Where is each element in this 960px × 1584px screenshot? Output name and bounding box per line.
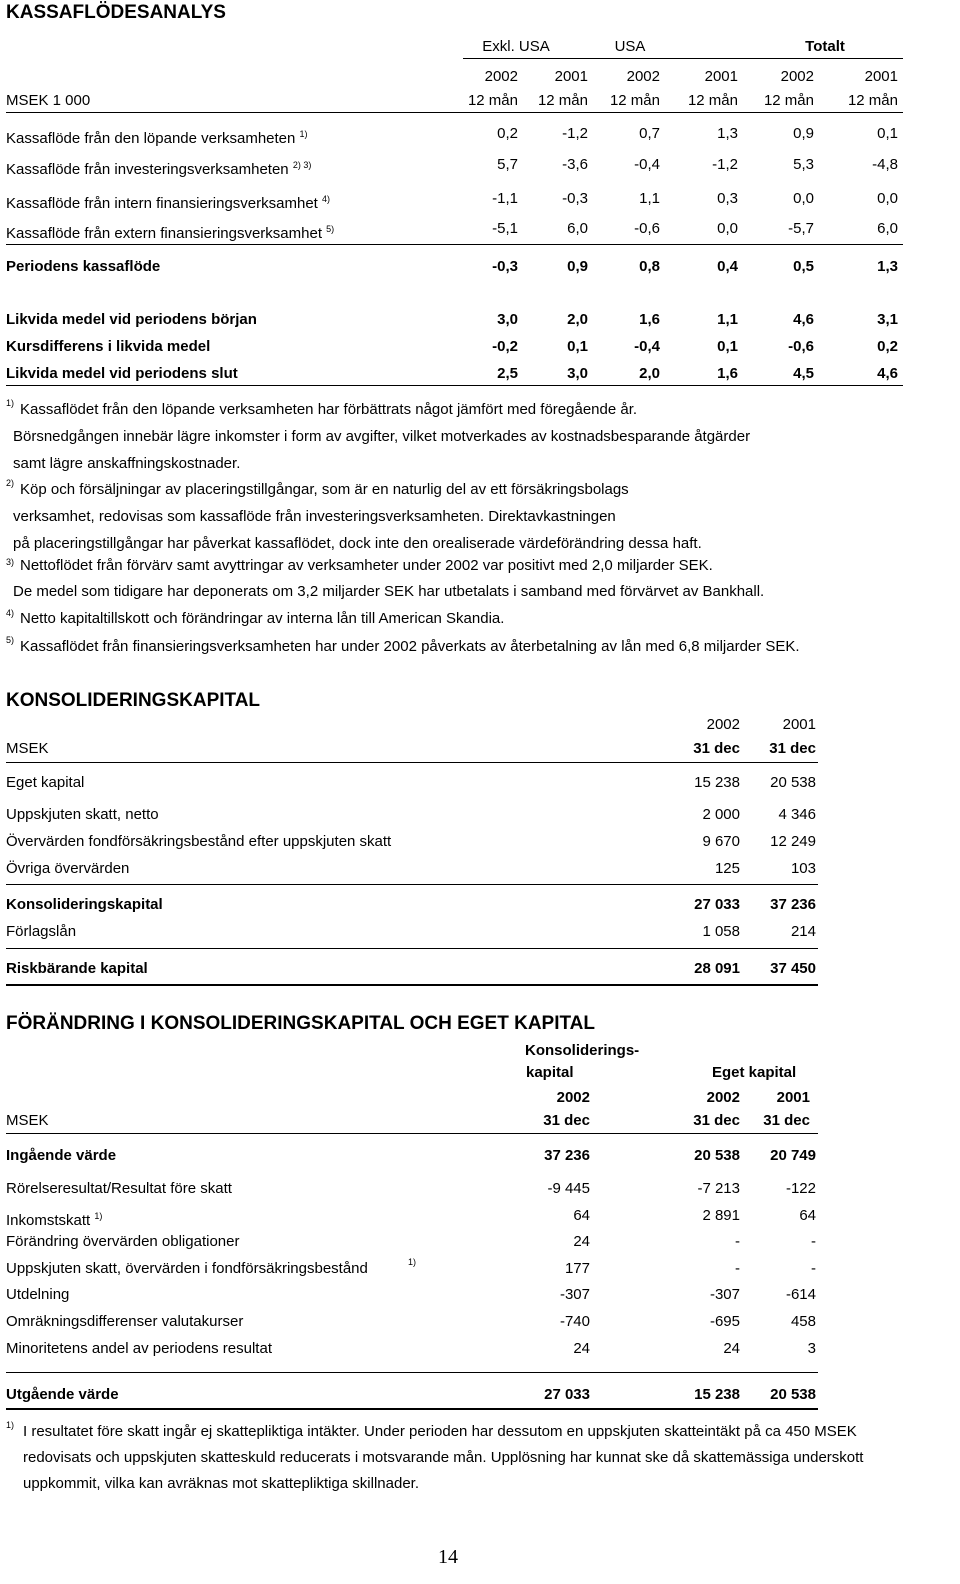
value-cell: 0,0 <box>793 190 814 207</box>
value-cell: -307 <box>709 1286 740 1303</box>
row-label: Utgående värde <box>6 1386 119 1403</box>
table-rule <box>6 385 903 386</box>
year-cell: 2002 <box>706 716 740 733</box>
value-cell: 6,0 <box>567 220 588 237</box>
value-cell: 2 891 <box>702 1207 740 1224</box>
value-cell: 4,6 <box>793 311 814 328</box>
value-cell: 27 033 <box>694 896 740 913</box>
value-cell: 24 <box>573 1233 590 1250</box>
footnote-mark: 1) <box>6 398 15 408</box>
footnote-mark: 1) <box>6 1420 15 1430</box>
row-label: Kassaflöde från extern finansieringsverksamhet $^{5)}$ <box>6 224 335 242</box>
year-cell: 2002 <box>484 68 518 85</box>
change-unit: MSEK <box>6 1112 49 1129</box>
value-cell: 64 <box>573 1207 590 1224</box>
row-label: Likvida medel vid periodens slut <box>6 365 238 382</box>
value-cell: 24 <box>723 1340 740 1357</box>
value-cell: 0,9 <box>567 258 588 275</box>
value-cell: -5,7 <box>788 220 814 237</box>
row-label: Riskbärande kapital <box>6 960 148 977</box>
footnote-line: Köp och försäljningar av placeringstillgångar, som är en naturlig del av ett försäkringsbolags <box>20 481 629 498</box>
value-cell: 0,1 <box>877 125 898 142</box>
date-cell: 31 dec <box>543 1112 590 1129</box>
year-cell: 2002 <box>556 1089 590 1106</box>
value-cell: -0,4 <box>634 338 660 355</box>
header-rule <box>463 58 903 59</box>
value-cell: 3,1 <box>877 311 898 328</box>
value-cell: 20 538 <box>770 774 816 791</box>
date-cell: 31 dec <box>763 1112 810 1129</box>
table-rule <box>6 762 818 763</box>
table-rule-double <box>6 984 818 986</box>
change-title: FÖRÄNDRING I KONSOLIDERINGSKAPITAL OCH EGET KAPITAL <box>6 1013 596 1034</box>
value-cell: 0,2 <box>497 125 518 142</box>
value-cell: 37 450 <box>770 960 816 977</box>
value-cell: - <box>735 1260 740 1277</box>
value-cell: 2,0 <box>639 365 660 382</box>
footnote-line: uppkommit, vilka kan avräknas mot skattepliktiga skillnader. <box>23 1475 420 1492</box>
year-cell: 2001 <box>554 68 588 85</box>
value-cell: 458 <box>790 1313 816 1330</box>
row-label: Kassaflöde från intern finansieringsverksamhet $^{4)}$ <box>6 194 331 212</box>
date-cell: 31 dec <box>693 740 740 757</box>
value-cell: 12 249 <box>770 833 816 850</box>
value-cell: 4 346 <box>778 806 816 823</box>
value-cell: 0,7 <box>639 125 660 142</box>
value-cell: -7 213 <box>697 1180 740 1197</box>
header-usa: USA <box>614 38 646 55</box>
value-cell: 6,0 <box>877 220 898 237</box>
value-cell: -9 445 <box>547 1180 590 1197</box>
value-cell: 0,8 <box>639 258 660 275</box>
row-label: Inkomstskatt $^{1)}$ <box>6 1211 103 1229</box>
value-cell: -307 <box>559 1286 590 1303</box>
value-cell: -0,6 <box>634 220 660 237</box>
value-cell: 0,4 <box>717 258 738 275</box>
value-cell: -1,2 <box>712 156 738 173</box>
value-cell: 2,0 <box>567 311 588 328</box>
year-cell: 2001 <box>704 68 738 85</box>
period-cell: 12 mån <box>609 92 660 109</box>
value-cell: 2 000 <box>702 806 740 823</box>
value-cell: - <box>735 1233 740 1250</box>
value-cell: 1 058 <box>702 923 740 940</box>
footnote-line: I resultatet före skatt ingår ej skattepliktiga intäkter. Under perioden har dessutom en uppskjuten skatteintäkt på ca 450 MSEK <box>23 1423 857 1440</box>
row-label: Utdelning <box>6 1286 70 1303</box>
row-label: Kassaflöde från den löpande verksamheten $^{1)}$ <box>6 129 308 147</box>
header-exkl-usa: Exkl. USA <box>482 38 550 55</box>
period-cell: 12 mån <box>763 92 814 109</box>
row-label: Kursdifferens i likvida medel <box>6 338 211 355</box>
period-cell: 12 mån <box>847 92 898 109</box>
table-rule <box>6 884 818 885</box>
value-cell: -0,3 <box>562 190 588 207</box>
value-cell: 214 <box>790 923 816 940</box>
capital-title: KONSOLIDERINGSKAPITAL <box>6 690 261 711</box>
row-label: Kassaflöde från investeringsverksamheten $^{2) 3)}$ <box>6 160 312 178</box>
table-rule <box>6 948 818 949</box>
date-cell: 31 dec <box>693 1112 740 1129</box>
capital-unit: MSEK <box>6 740 49 757</box>
value-cell: 2,5 <box>497 365 518 382</box>
value-cell: 3,0 <box>567 365 588 382</box>
value-cell: -1,1 <box>492 190 518 207</box>
value-cell: -614 <box>785 1286 816 1303</box>
row-label: Likvida medel vid periodens början <box>6 311 257 328</box>
footnote-line: Kassaflödet från den löpande verksamheten har förbättrats något jämfört med föregående år. <box>20 401 638 418</box>
value-cell: 1,3 <box>717 125 738 142</box>
value-cell: 125 <box>714 860 740 877</box>
footnote-line: verksamhet, redovisas som kassaflöde från investeringsverksamheten. Direktavkastningen <box>13 508 616 525</box>
value-cell: -0,4 <box>634 156 660 173</box>
table-rule <box>6 244 903 245</box>
value-cell: 20 538 <box>770 1386 816 1403</box>
value-cell: -122 <box>785 1180 816 1197</box>
value-cell: 1,3 <box>877 258 898 275</box>
table-rule <box>6 112 903 113</box>
footnote-line: Kassaflödet från finansieringsverksamheten har under 2002 påverkats av återbetalning av lån med 6,8 miljarder SEK. <box>20 638 800 655</box>
row-label: Uppskjuten skatt, netto <box>6 806 159 823</box>
footnote-line: De medel som tidigare har deponerats om 3,2 miljarder SEK har utbetalats i samband med förvärvet av Bankhall. <box>13 583 765 600</box>
footnote-line: samt lägre anskaffningskostnader. <box>13 455 241 472</box>
value-cell: - <box>811 1233 816 1250</box>
row-label: Periodens kassaflöde <box>6 258 161 275</box>
value-cell: -0,6 <box>788 338 814 355</box>
value-cell: 0,3 <box>717 190 738 207</box>
value-cell: -0,3 <box>492 258 518 275</box>
value-cell: 37 236 <box>770 896 816 913</box>
value-cell: 1,6 <box>639 311 660 328</box>
value-cell: 0,1 <box>567 338 588 355</box>
row-label: Rörelseresultat/Resultat före skatt <box>6 1180 232 1197</box>
row-label: Konsolideringskapital <box>6 896 163 913</box>
value-cell: 0,0 <box>717 220 738 237</box>
footnote-mark: 5) <box>6 635 15 645</box>
footnote-mark: 1) <box>408 1257 417 1267</box>
year-cell: 2001 <box>864 68 898 85</box>
year-cell: 2002 <box>706 1089 740 1106</box>
value-cell: -695 <box>709 1313 740 1330</box>
footnote-mark: 2) <box>6 478 15 488</box>
footnote-mark: 4) <box>6 608 15 618</box>
date-cell: 31 dec <box>769 740 816 757</box>
value-cell: 64 <box>799 1207 816 1224</box>
value-cell: 5,7 <box>497 156 518 173</box>
value-cell: 1,1 <box>639 190 660 207</box>
value-cell: 15 238 <box>694 1386 740 1403</box>
value-cell: 5,3 <box>793 156 814 173</box>
value-cell: 20 749 <box>770 1147 816 1164</box>
row-label: Eget kapital <box>6 774 85 791</box>
table-rule <box>6 1372 818 1373</box>
footnote-line: Nettoflödet från förvärv samt avyttringar av verksamheter under 2002 var positivt med 2,0 miljarder SEK. <box>20 557 713 574</box>
year-cell: 2001 <box>776 1089 810 1106</box>
value-cell: 24 <box>573 1340 590 1357</box>
value-cell: -0,2 <box>492 338 518 355</box>
value-cell: 3,0 <box>497 311 518 328</box>
period-cell: 12 mån <box>687 92 738 109</box>
row-label: Förändring övervärden obligationer <box>6 1233 240 1250</box>
year-cell: 2001 <box>782 716 816 733</box>
row-label: Övervärden fondförsäkringsbestånd efter uppskjuten skatt <box>6 833 392 850</box>
value-cell: 0,1 <box>717 338 738 355</box>
value-cell: 28 091 <box>694 960 740 977</box>
value-cell: - <box>811 1260 816 1277</box>
value-cell: 4,6 <box>877 365 898 382</box>
value-cell: 0,0 <box>877 190 898 207</box>
value-cell: 3 <box>807 1340 816 1357</box>
period-cell: 12 mån <box>467 92 518 109</box>
col-header: kapital <box>526 1064 574 1081</box>
row-label: Förlagslån <box>6 923 77 940</box>
value-cell: 1,6 <box>717 365 738 382</box>
footnote-line: redovisats och uppskjuten skatteskuld reducerats i motsvarande mån. Upplösning har kunnat ske då skattemässiga underskott <box>23 1449 864 1466</box>
footnote-line: på placeringstillgångar har påverkat kassaflödet, dock inte den orealiserade värdeförändring dessa haft. <box>13 535 702 552</box>
value-cell: -5,1 <box>492 220 518 237</box>
footnote-mark: 3) <box>6 557 15 567</box>
value-cell: 9 670 <box>702 833 740 850</box>
value-cell: 15 238 <box>694 774 740 791</box>
value-cell: 1,1 <box>717 311 738 328</box>
value-cell: -1,2 <box>562 125 588 142</box>
value-cell: 0,9 <box>793 125 814 142</box>
value-cell: 37 236 <box>544 1147 590 1164</box>
table-rule <box>6 1133 818 1134</box>
value-cell: 0,2 <box>877 338 898 355</box>
col-header: Konsoliderings- <box>525 1042 640 1059</box>
period-cell: 12 mån <box>537 92 588 109</box>
row-label: Övriga övervärden <box>6 860 130 877</box>
value-cell: 177 <box>564 1260 590 1277</box>
cashflow-unit: MSEK 1 000 <box>6 92 91 109</box>
year-cell: 2002 <box>626 68 660 85</box>
value-cell: -4,8 <box>872 156 898 173</box>
row-label: Ingående värde <box>6 1147 117 1164</box>
row-label: Uppskjuten skatt, övervärden i fondförsäkringsbestånd <box>6 1260 368 1277</box>
row-label: Minoritetens andel av periodens resultat <box>6 1340 272 1357</box>
value-cell: -3,6 <box>562 156 588 173</box>
cashflow-title: KASSAFLÖDESANALYS <box>6 2 226 23</box>
value-cell: 0,5 <box>793 258 814 275</box>
page-number: 14 <box>438 1546 458 1568</box>
col-header: Eget kapital <box>712 1064 797 1081</box>
value-cell: 27 033 <box>544 1386 590 1403</box>
footnote-line: Börsnedgången innebär lägre inkomster i form av avgifter, vilket motverkades av kostnadsbesparande åtgärder <box>13 428 751 445</box>
header-totalt: Totalt <box>805 38 845 55</box>
row-label: Omräkningsdifferenser valutakurser <box>6 1313 244 1330</box>
value-cell: -740 <box>559 1313 590 1330</box>
table-rule-double <box>6 1408 818 1410</box>
value-cell: 103 <box>790 860 816 877</box>
year-cell: 2002 <box>780 68 814 85</box>
value-cell: 20 538 <box>694 1147 740 1164</box>
footnote-line: Netto kapitaltillskott och förändringar av interna lån till American Skandia. <box>20 610 505 627</box>
value-cell: 4,5 <box>793 365 814 382</box>
